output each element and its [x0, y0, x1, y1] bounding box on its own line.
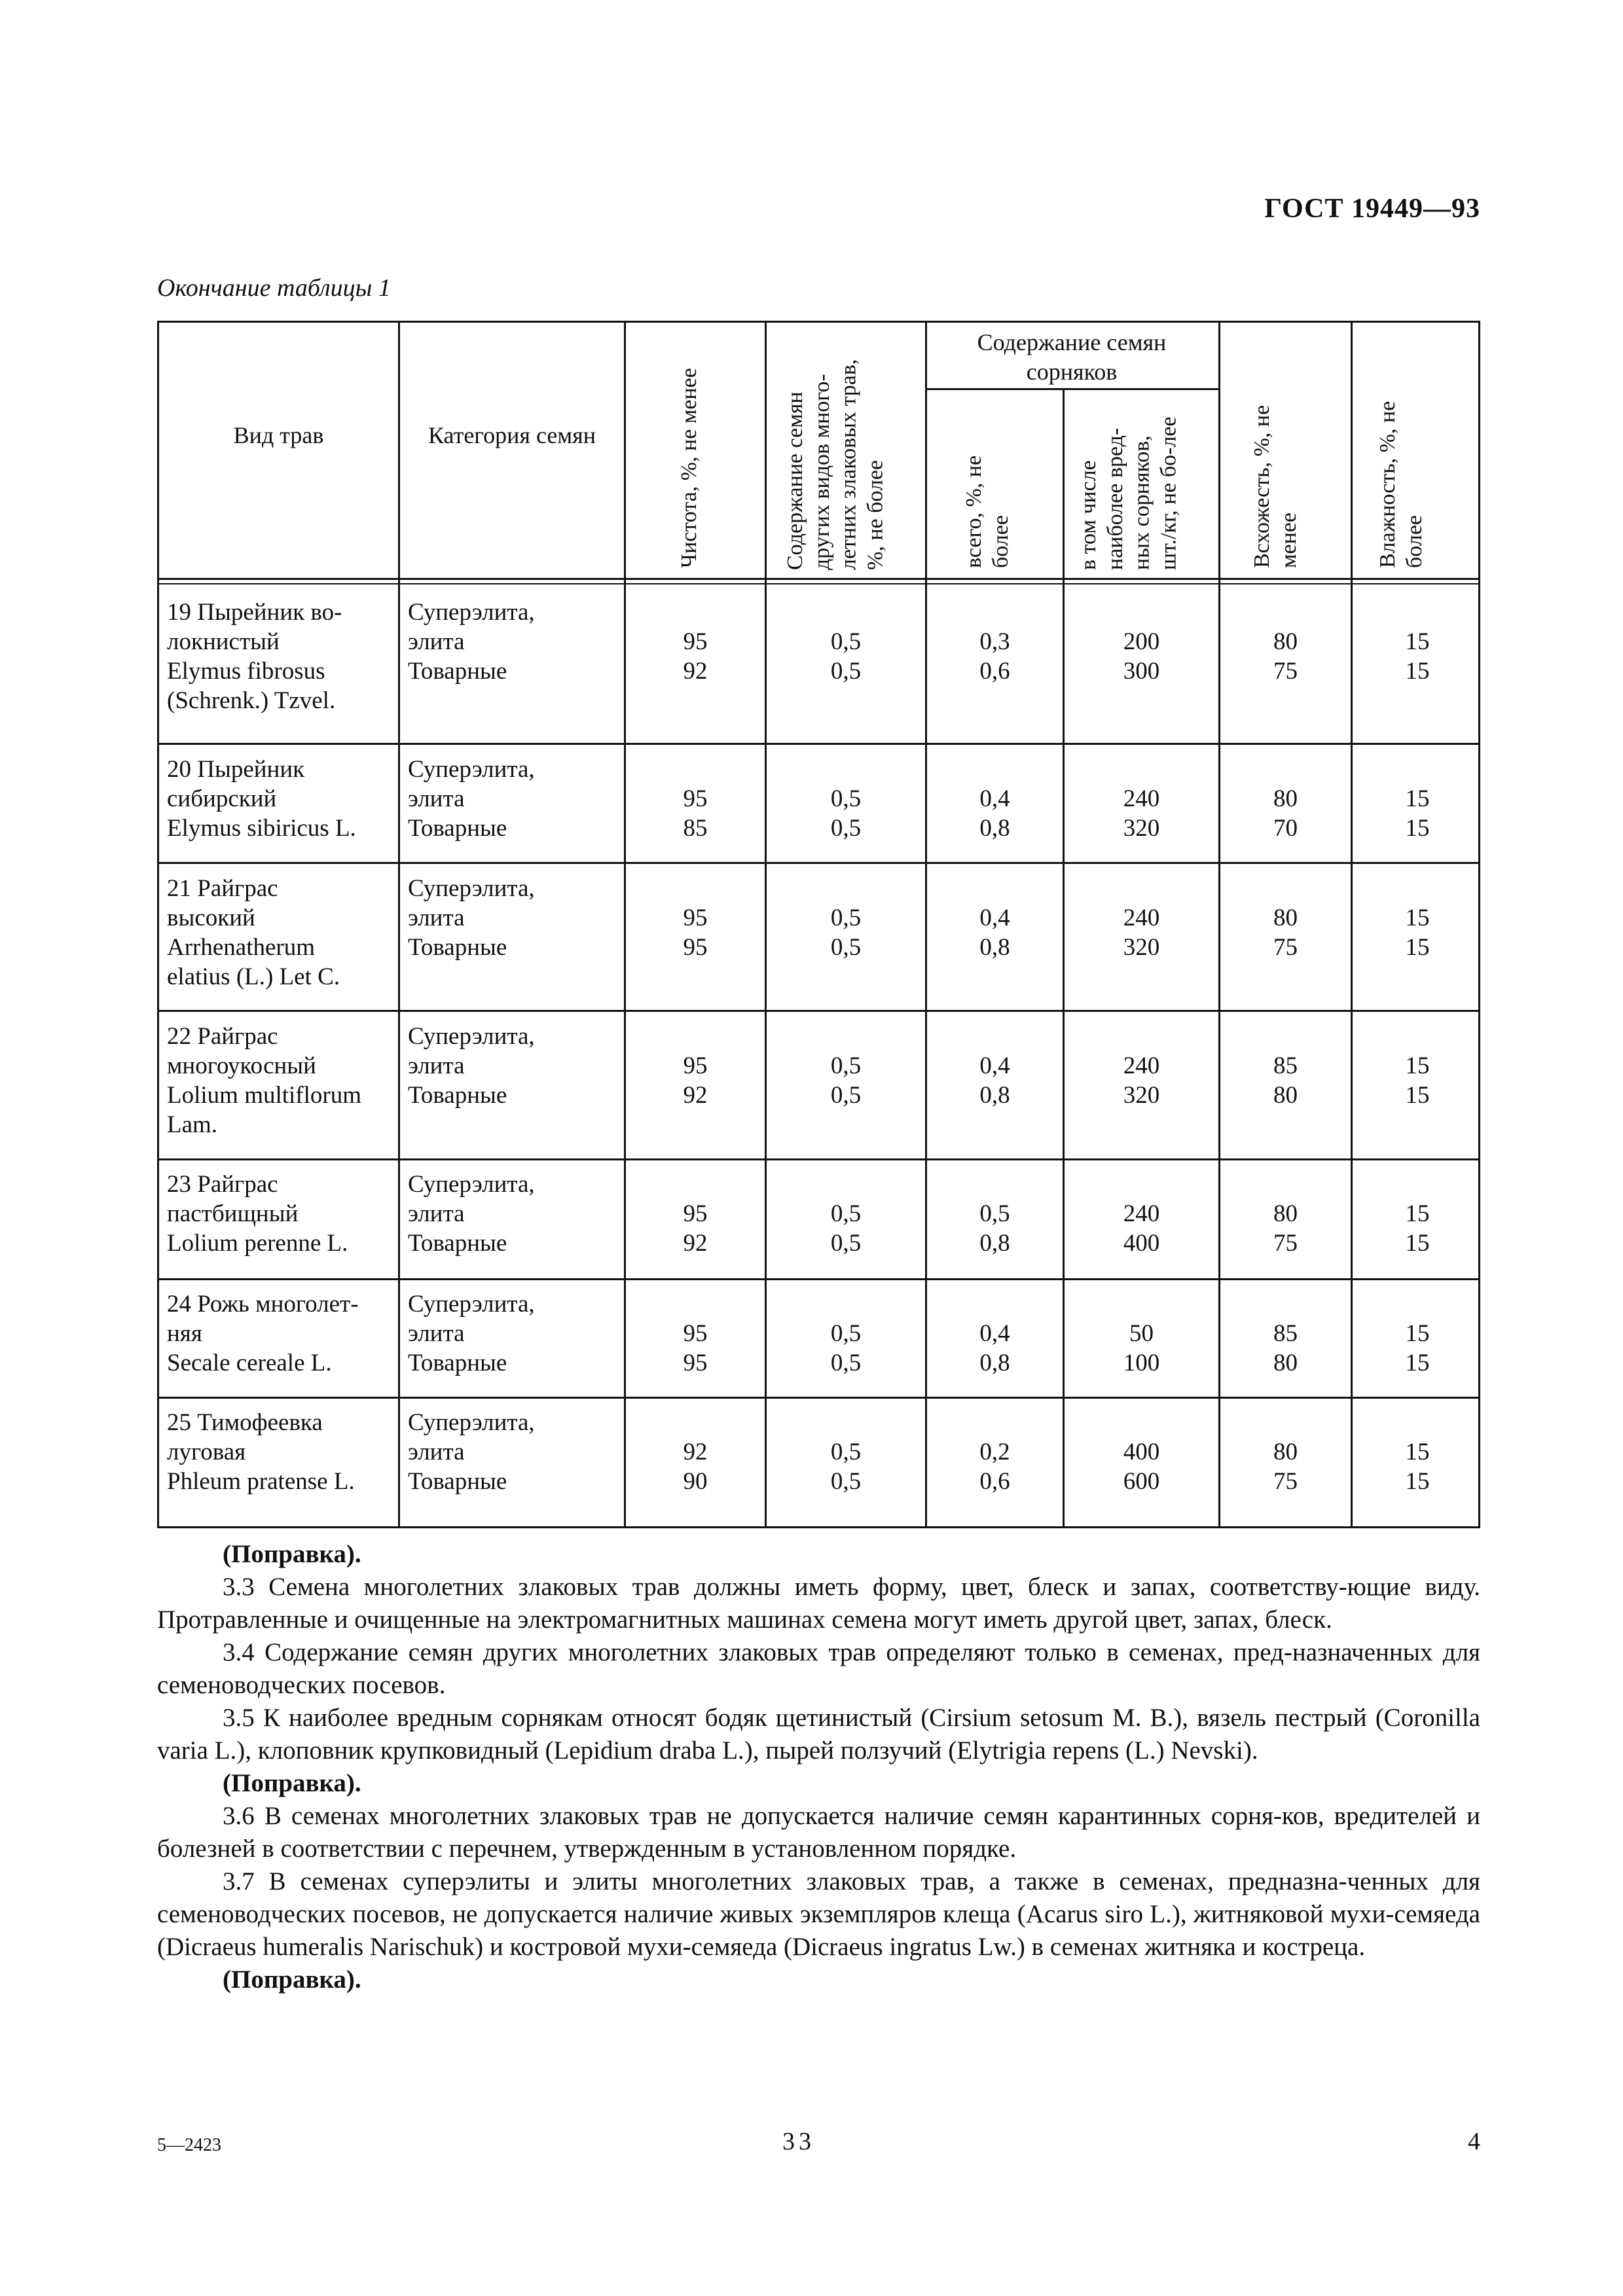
col-header-category: Категория семян	[428, 422, 596, 448]
species-cell: 25 Тимофеевка луговая Phleum pratense L.	[167, 1409, 355, 1495]
category-cell: Суперэлита, элита Товарные	[408, 756, 535, 842]
category-cell: Суперэлита, элита Товарные	[408, 875, 535, 961]
page-number: 4	[1468, 2128, 1480, 2155]
paragraph-3-5: 3.5 К наиболее вредным сорнякам относят бодяк щетинистый (Cirsium setosum M. B.), вязель пестрый (Coronilla varia L.), клоповник крупковидный (Lepidium draba L.), пырей ползучий (Elytrigia repens (L.) Nevski).	[157, 1704, 1480, 1765]
moisture-cell: 15 15	[1405, 1052, 1430, 1109]
amendment-note: (Поправка).	[223, 1540, 361, 1568]
table-caption: Окончание таблицы 1	[157, 274, 391, 302]
germination-cell: 85 80	[1273, 1052, 1298, 1109]
footer-center-number: 33	[782, 2128, 815, 2155]
weeds-total-cell: 0,4 0,8	[979, 785, 1010, 842]
moisture-cell: 15 15	[1405, 1320, 1430, 1376]
col-header-weeds-harmful: в том числе наиболее вред-ных сорняков, шт./кг, не бо-лее	[1076, 416, 1181, 570]
species-cell: 24 Рожь многолет- няя Secale cereale L.	[167, 1291, 359, 1376]
germination-cell: 85 80	[1273, 1320, 1298, 1376]
col-header-germination: Всхожесть, %, не менее	[1250, 404, 1301, 568]
moisture-cell: 15 15	[1405, 785, 1430, 842]
category-cell: Суперэлита, элита Товарные	[408, 1291, 535, 1376]
purity-cell: 95 92	[683, 1052, 708, 1109]
other-grass-cell: 0,5 0,5	[830, 785, 862, 842]
body-text	[157, 1538, 1480, 1996]
document-code: ГОСТ 19449—93	[1264, 194, 1480, 224]
purity-cell: 92 90	[683, 1439, 708, 1495]
purity-cell: 95 85	[683, 785, 708, 842]
weeds-harmful-cell: 400 600	[1123, 1439, 1160, 1495]
species-cell: 19 Пырейник во- локнистый Elymus fibrosus (Schrenk.) Tzvel.	[167, 599, 342, 714]
purity-cell: 95 92	[683, 628, 708, 685]
amendment-note: (Поправка).	[223, 1769, 361, 1797]
other-grass-cell: 0,5 0,5	[830, 628, 862, 685]
species-cell: 21 Райграс высокий Arrhenatherum elatius (L.) Let C.	[167, 875, 340, 990]
paragraph-3-7: 3.7 В семенах суперэлиты и элиты многолетних злаковых трав, а также в семенах, предназна-ченных для семеноводческих посевов, не допускается наличие живых экземпляров клеща (Acarus siro L.), житняковой мухи-семяеда (Dicraeus humeralis Narischuk) и костровой мухи-семяеда (Dicraeus ingratus Lw.) в семенах житняка и костреца.	[157, 1867, 1480, 1961]
weeds-total-cell: 0,2 0,6	[979, 1439, 1010, 1495]
category-cell: Суперэлита, элита Товарные	[408, 1023, 535, 1109]
other-grass-cell: 0,5 0,5	[830, 1200, 862, 1257]
col-header-weeds-group: Содержание семян сорняков	[977, 329, 1167, 385]
weeds-total-cell: 0,3 0,6	[979, 628, 1010, 685]
species-cell: 23 Райграс пастбищный Lolium perenne L.	[167, 1171, 348, 1257]
weeds-total-cell: 0,4 0,8	[979, 905, 1010, 961]
col-header-purity: Чистота, %, не менее	[677, 368, 701, 568]
weeds-total-cell: 0,4 0,8	[979, 1052, 1010, 1109]
weeds-harmful-cell: 200 300	[1123, 628, 1160, 685]
moisture-cell: 15 15	[1405, 1439, 1430, 1495]
germination-cell: 80 75	[1273, 1200, 1298, 1257]
species-cell: 22 Райграс многоукосный Lolium multiflorum Lam.	[167, 1023, 362, 1138]
purity-cell: 95 95	[683, 1320, 708, 1376]
paragraph-3-6: 3.6 В семенах многолетних злаковых трав не допускается наличие семян карантинных сорня-ков, вредителей и болезней в соответствии с перечнем, утвержденным в установленном порядке.	[157, 1802, 1480, 1863]
purity-cell: 95 95	[683, 905, 708, 961]
moisture-cell: 15 15	[1405, 1200, 1430, 1257]
weeds-total-cell: 0,5 0,8	[979, 1200, 1010, 1257]
weeds-harmful-cell: 240 320	[1123, 1052, 1160, 1109]
other-grass-cell: 0,5 0,5	[830, 1320, 862, 1376]
purity-cell: 95 92	[683, 1200, 708, 1257]
category-cell: Суперэлита, элита Товарные	[408, 1171, 535, 1257]
col-header-species: Вид трав	[233, 422, 324, 448]
paragraph-3-4: 3.4 Содержание семян других многолетних злаковых трав определяют только в семенах, пред-назначенных для семеноводческих посевов.	[157, 1638, 1480, 1699]
category-cell: Суперэлита, элита Товарные	[408, 1409, 535, 1495]
species-cell: 20 Пырейник сибирский Elymus sibiricus L.	[167, 756, 356, 842]
weeds-harmful-cell: 240 320	[1123, 785, 1160, 842]
germination-cell: 80 70	[1273, 785, 1298, 842]
col-header-weeds-total: всего, %, не более	[962, 455, 1013, 568]
paragraph-3-3: 3.3 Семена многолетних злаковых трав должны иметь форму, цвет, блеск и запах, соответству-ющие виду. Протравленные и очищенные на электромагнитных машинах семена могут иметь другой цвет, запах, блеск.	[157, 1573, 1480, 1634]
other-grass-cell: 0,5 0,5	[830, 1052, 862, 1109]
weeds-harmful-cell: 240 320	[1123, 905, 1160, 961]
moisture-cell: 15 15	[1405, 905, 1430, 961]
weeds-total-cell: 0,4 0,8	[979, 1320, 1010, 1376]
other-grass-cell: 0,5 0,5	[830, 1439, 862, 1495]
seed-requirements-table	[157, 321, 1480, 1528]
amendment-note: (Поправка).	[223, 1965, 361, 1994]
germination-cell: 80 75	[1273, 628, 1298, 685]
germination-cell: 80 75	[1273, 1439, 1298, 1495]
category-cell: Суперэлита, элита Товарные	[408, 599, 535, 685]
other-grass-cell: 0,5 0,5	[830, 905, 862, 961]
weeds-harmful-cell: 240 400	[1123, 1200, 1160, 1257]
col-header-moisture: Влажность, %, не более	[1376, 401, 1427, 568]
moisture-cell: 15 15	[1405, 628, 1430, 685]
germination-cell: 80 75	[1273, 905, 1298, 961]
col-header-other-grass: Содержание семян других видов много-летних злаковых трав, %, не более	[783, 359, 888, 570]
weeds-harmful-cell: 50 100	[1123, 1320, 1160, 1376]
footer-print-code: 5—2423	[157, 2135, 221, 2155]
